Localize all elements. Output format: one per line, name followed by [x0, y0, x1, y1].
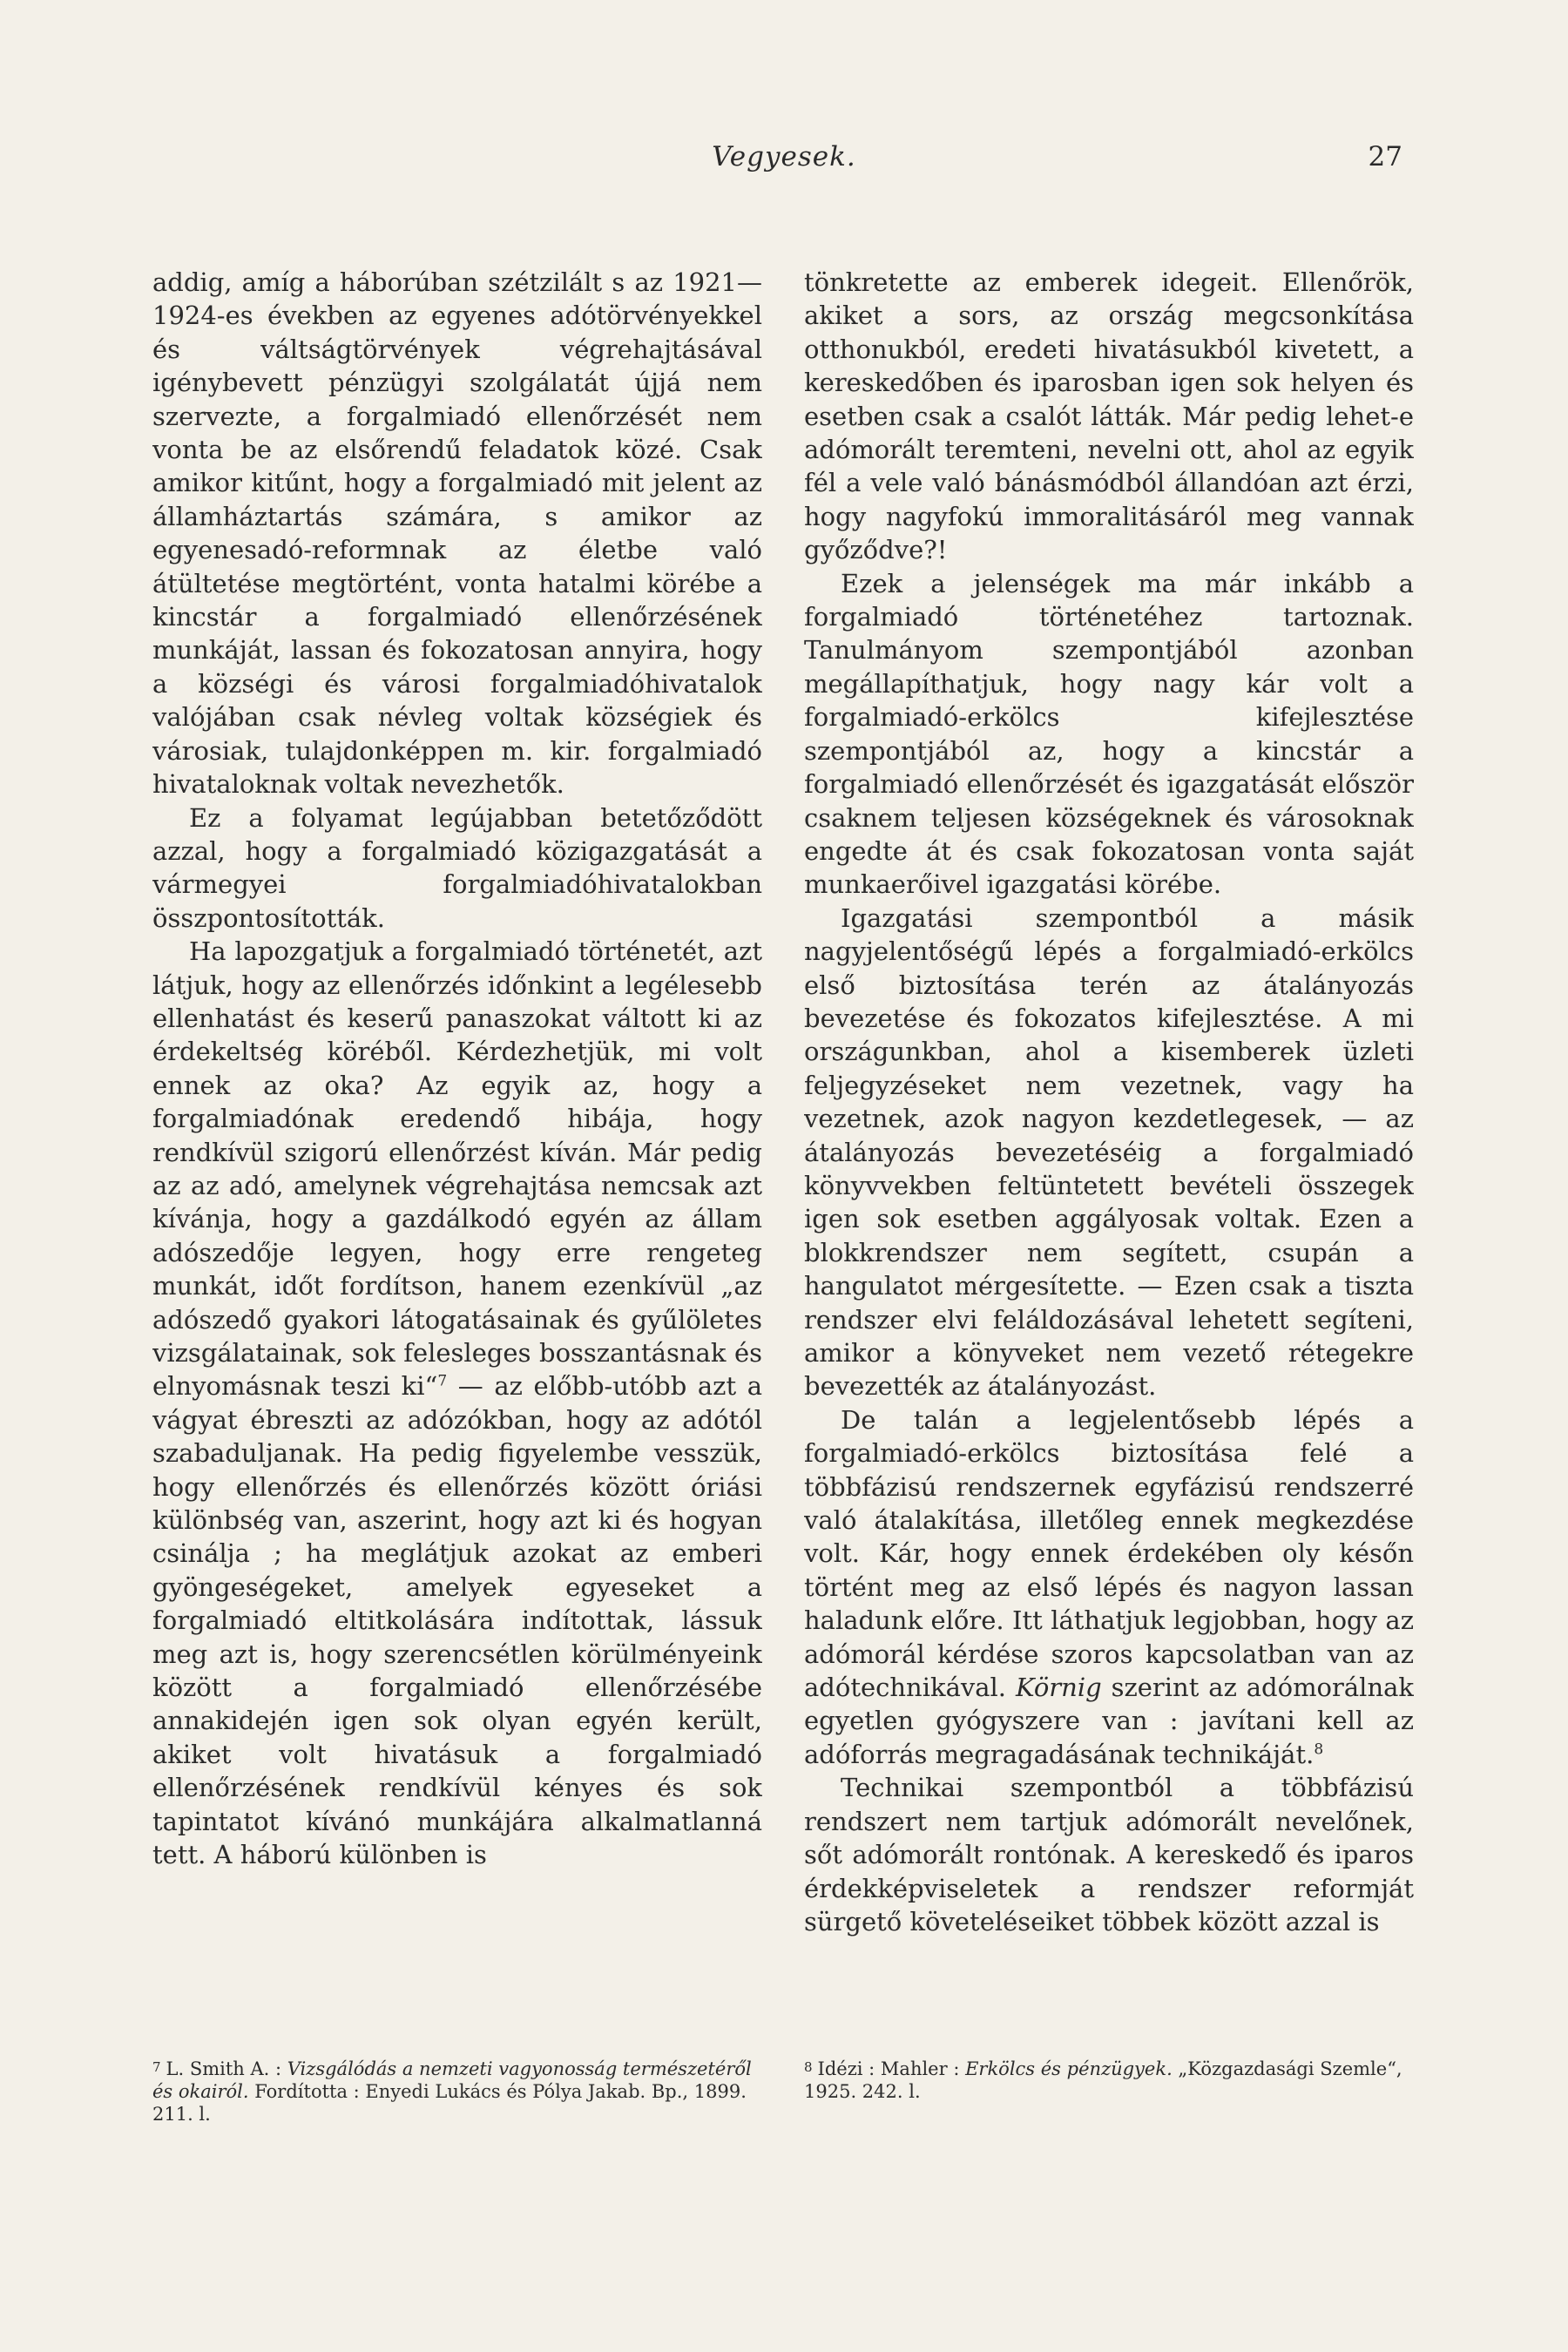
paragraph [804, 1403, 1414, 1771]
running-head [0, 141, 1568, 185]
paragraph-text: — az előbb-utóbb azt a vágyat ébreszti az adózókban, hogy az adótól szabaduljanak. Ha pedig figyelembe vesszük, hogy ellenőrzés és ellenőrzés között óriási különbség van, aszerint, hogy azt ki és hogyan csinálja ; ha meglátjuk azokat az emberi gyöngeségeket, amelyek egyeseket a forgalmiadó eltitkolására indítottak, lássuk meg azt is, hogy szerencsétlen körülményeink között a forgalmiadó ellenőrzésébe annakidején igen sok olyan egyén került, akiket volt hivatásuk a forgalmiadó ellenőrzésének rendkívül kényes és sok tapintatot kívánó munkájára alkalmatlanná tett. A háború különben is [152, 1371, 762, 1870]
footnote-mark: 8 [804, 2059, 813, 2075]
paragraph [152, 935, 762, 1871]
paragraph: Ezek a jelenségek ma már inkább a forgalmiadó történetéhez tartoznak. Tanulmányom szempontjából azonban megállapíthatjuk, hogy nagy kár volt a forgalmiadó-erkölcs kifejlesztése szempontjából az, hogy a kincstár a forgalmiadó ellenőrzését és igazgatását először csaknem teljesen községeknek és városoknak engedte át és csak fokozatosan vonta saját munkaerőivel igazgatási körébe. [804, 568, 1414, 900]
author-name: Körnig [1015, 1673, 1102, 1703]
paragraph: Igazgatási szempontból a másik nagyjelentőségű lépés a forgalmiadó-erkölcs első biztosítása terén az átalányozás bevezetése és fokozatos kifejlesztése. A mi országunkban, ahol a kisemberek üzleti feljegyzéseket nem vezetnek, vagy ha vezetnek, azok nagyon kezdetlegesek, — az átalányozás bevezetéséig a forgalmiadó könyvvekben feltüntetett bevételi összegek igen sok esetben aggályosak voltak. Ezen a blokkrendszer nem segített, csupán a hangulatot mérgesítette. — Ezen csak a tiszta rendszer elvi feláldozásával lehetett segíteni, amikor a könyveket nem vezető rétegekre bevezették az átalányozást. [804, 902, 1414, 1402]
footnote-ref: 7 [437, 1372, 448, 1390]
footnote-title: Vizsgálódás a nemzeti vagyonosság természetéről és okairól. [152, 2058, 752, 2102]
footnote-text: „Közgazdasági Szemle“, 1925. 242. l. [804, 2058, 1402, 2102]
running-title: Vegyesek. [712, 141, 856, 172]
footnote-mark: 7 [152, 2059, 161, 2075]
left-column [152, 266, 762, 2226]
paragraph: tönkretette az emberek idegeit. Ellenőrök, akiket a sors, az ország megcsonkítása otthonukból, eredeti hivatásukból kivetett, a kereskedőben és iparosban igen sok helyen és esetben csak a csalót látták. Már pedig lehet-e adómorált teremteni, nevelni ott, ahol az egyik fél a vele való bánásmódból állandóan azt érzi, hogy nagyfokú immoralitásáról meg vannak győződve?! [804, 267, 1414, 565]
footnote-left [152, 2056, 762, 2126]
paragraph-text: Ha lapozgatjuk a forgalmiadó történetét, azt látjuk, hogy az ellenőrzés időnkint a legélesebb ellenhatást és keserű panaszokat váltott ki az érdekeltség köréből. Kérdezhetjük, mi volt ennek az oka? Az egyik az, hogy a forgalmiadónak eredendő hibája, hogy rendkívül szigorú ellenőrzést kíván. Már pedig az az adó, amelynek végrehajtása nemcsak azt kívánja, hogy a gazdálkodó egyén az állam adószedője legyen, hogy erre rengeteg munkát, időt fordítson, hanem ezenkívül „az adószedő gyakori látogatásainak és gyűlöletes vizsgálatainak, sok felesleges bosszantásnak és elnyomásnak teszi ki“ [152, 936, 762, 1402]
paragraph-text: De talán a legjelentősebb lépés a forgalmiadó-erkölcs biztosítása felé a többfázisú rendszernek egyfázisú rendszerré való átalakítása, illetőleg ennek megkezdése volt. Kár, hogy ennek érdekében oly későn történt meg az első lépés és nagyon lassan haladunk előre. Itt láthatjuk legjobban, hogy az adómorál kérdése szoros kapcsolatban van az adótechnikával. [804, 1404, 1414, 1703]
right-column [804, 266, 1414, 2226]
footnote-ref: 8 [1314, 1740, 1324, 1759]
footnote-author: Idézi : Mahler : [817, 2058, 966, 2079]
paragraph: Technikai szempontból a többfázisú rendszert nem tartjuk adómorált nevelőnek, sőt adómorált rontónak. A kereskedő és iparos érdekképviseletek a rendszer reformját sürgető követeléseiket többek között azzal is [804, 1773, 1414, 1936]
footnote-title: Erkölcs és pénzügyek. [965, 2058, 1173, 2079]
footnote-text: Fordította : Enyedi Lukács és Pólya Jakab. Bp., 1899. 211. l. [152, 2081, 747, 2125]
footnote-author: L. Smith A. : [166, 2058, 287, 2079]
paragraph: Ez a folyamat legújabban betetőződött azzal, hogy a forgalmiadó közigazgatását a vármegyei forgalmiadóhivatalokban összpontosították. [152, 802, 762, 933]
paragraph-text: szerint az adómorálnak egyetlen gyógyszere van : javítani kell az adóforrás megragadásának technikáját. [804, 1673, 1414, 1769]
page-number: 27 [1368, 141, 1402, 172]
paragraph: addig, amíg a háborúban szétzilált s az 1921—1924-es években az egyenes adótörvényekkel és váltságtörvények végrehajtásával igénybevett pénzügyi szolgálatát újjá nem szervezte, a forgalmiadó ellenőrzését nem vonta be az elsőrendű feladatok közé. Csak amikor kitűnt, hogy a forgalmiadó mit jelent az államháztartás számára, s amikor az egyenesadó-reformnak az életbe való átültetése megtörtént, vonta hatalmi körébe a kincstár a forgalmiadó ellenőrzésének munkáját, lassan és fokozatosan annyira, hogy a községi és városi forgalmiadóhivatalok valójában csak névleg voltak községiek és városiak, tulajdonképpen m. kir. forgalmiadó hivataloknak voltak nevezhetők. [152, 267, 762, 800]
footnote-right [804, 2056, 1414, 2103]
